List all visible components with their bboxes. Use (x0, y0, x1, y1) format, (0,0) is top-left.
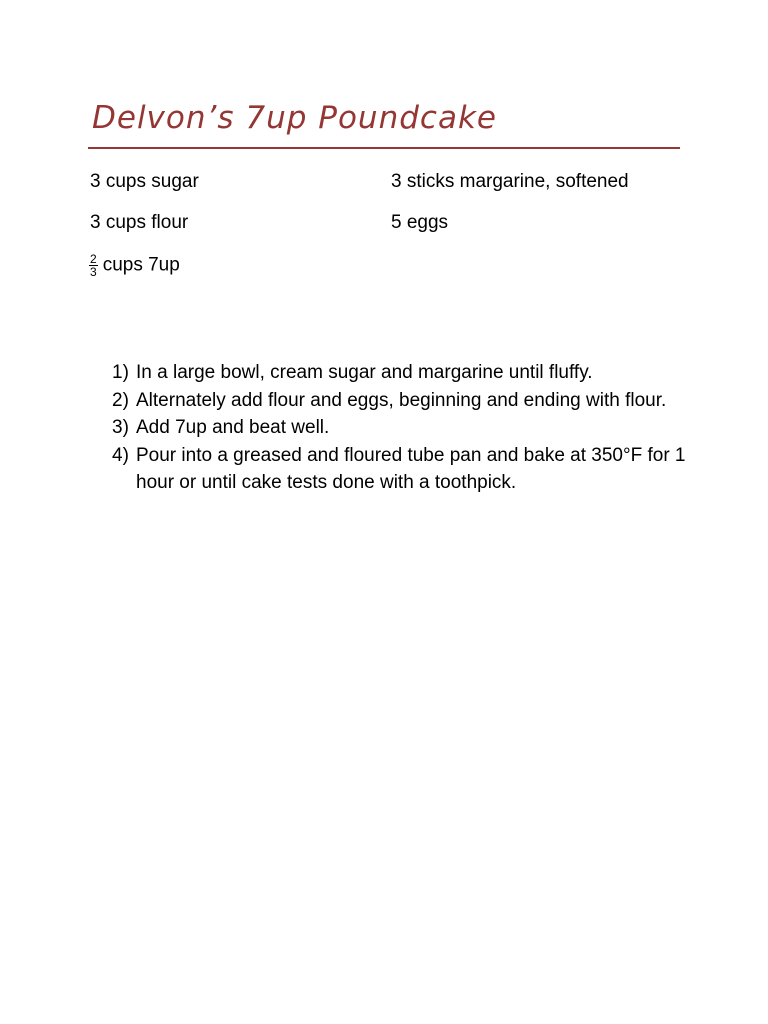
step-number: 4) (112, 444, 129, 466)
ingredient-7up (89, 253, 180, 278)
instructions-list (112, 359, 692, 497)
step-number: 3) (112, 417, 129, 438)
ingredient-7up-label: cups 7up (102, 254, 180, 276)
recipe-title: Delvon’s 7up Poundcake (92, 100, 497, 136)
ingredient-flour: 3 cups flour (90, 212, 189, 233)
ingredient-margarine: 3 sticks margarine, softened (391, 171, 629, 192)
fraction-denominator: 3 (90, 265, 97, 279)
ingredient-sugar: 3 cups sugar (90, 171, 199, 192)
instruction-step (112, 387, 692, 415)
fraction-numerator: 2 (90, 252, 97, 266)
fraction (89, 253, 98, 278)
step-text: In a large bowl, cream sugar and margarine until fluffy. (136, 362, 593, 383)
step-text: Alternately add flour and eggs, beginning and ending with flour. (136, 389, 667, 411)
instruction-step (112, 414, 692, 442)
ingredient-eggs: 5 eggs (391, 212, 449, 233)
step-text: Add 7up and beat well. (136, 417, 330, 438)
step-number: 1) (112, 362, 129, 383)
step-number: 2) (112, 389, 129, 411)
instruction-step (112, 442, 692, 497)
instruction-step (112, 359, 692, 387)
title-divider (88, 147, 680, 149)
step-text: Pour into a greased and floured tube pan and bake at 350°F for 1 hour or until cake tests done with a toothpick. (136, 444, 686, 493)
